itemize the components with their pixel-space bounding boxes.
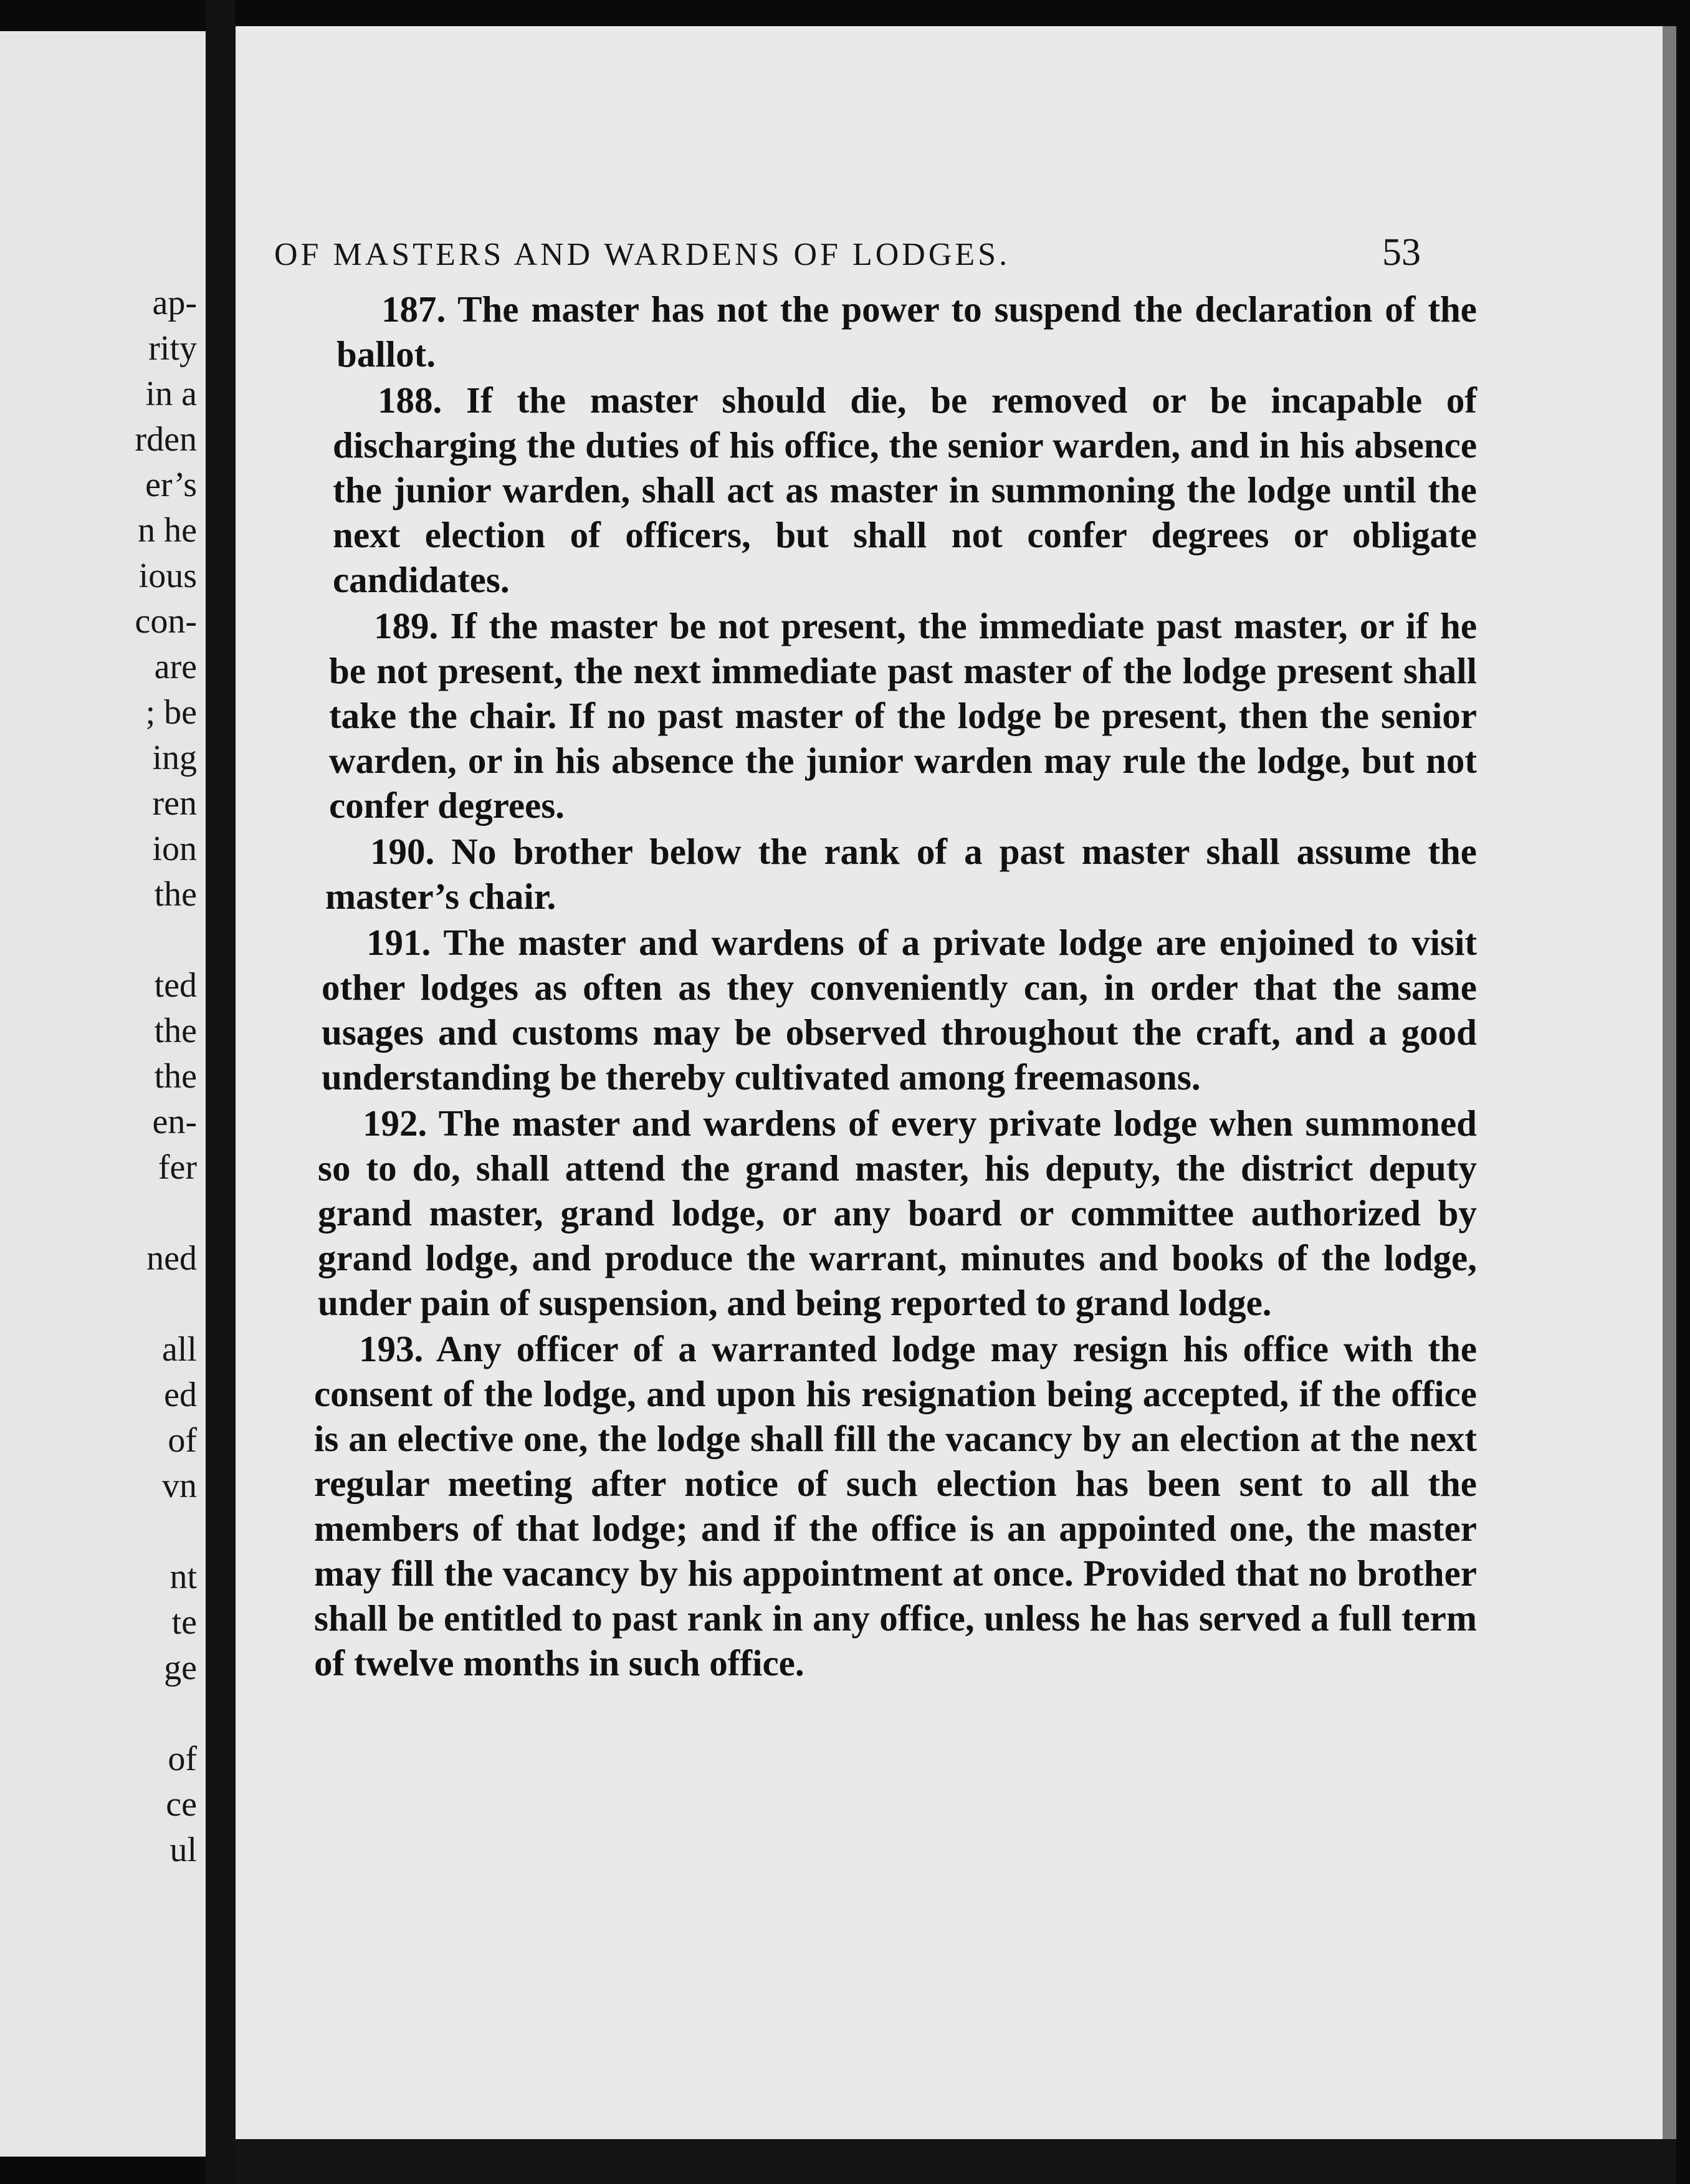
previous-page-line: the — [154, 1057, 197, 1096]
previous-page-line: ce — [166, 1785, 197, 1824]
previous-page-line: rity — [148, 329, 197, 368]
paragraph-number: 193. — [359, 1328, 424, 1369]
previous-page-line: ren — [152, 784, 197, 823]
previous-page-line: te — [171, 1603, 197, 1642]
previous-page-line: ing — [152, 739, 197, 777]
paragraph — [318, 1101, 1477, 1325]
paragraph — [333, 378, 1477, 602]
previous-page-line: ed — [164, 1376, 197, 1414]
previous-page-line: fer — [158, 1148, 197, 1187]
previous-page-line: n he — [138, 511, 197, 550]
paragraph — [329, 603, 1477, 828]
previous-page-line: nt — [169, 1558, 197, 1596]
book-gutter — [206, 0, 236, 2184]
paragraph-text: If the master should die, be removed or be incapable of discharging the duties of his office, the senior warden, and in his absence the junior warden, shall act as master in summoning the lodge until the next election of officers, but shall not confer degrees or obligate candidates. — [333, 380, 1478, 600]
paragraph-number: 187. — [381, 289, 446, 330]
page-number: 53 — [1382, 231, 1421, 274]
paragraph-text: Any officer of a warranted lodge may resign his office with the consent of the lodge, and upon his resignation being accepted, if the office is an elective one, the lodge shall fill the vacancy by an election at the next regular meeting after notice of such election has been sent to all the members of that lodge; and if the office is an appointed one, the master may fill the vacancy by his appointment at once. Provided that no brother shall be entitled to past rank in any office, unless he has served a full term of twelve months in such office. — [314, 1328, 1478, 1684]
previous-page-line: ap- — [152, 284, 197, 322]
previous-page-line: in a — [145, 375, 197, 413]
previous-page-line — [0, 1281, 197, 1327]
paragraph-number: 188. — [378, 380, 442, 421]
paragraph — [322, 920, 1477, 1099]
previous-page-line — [0, 1509, 197, 1554]
previous-page-line: the — [154, 875, 197, 914]
previous-page-line — [0, 917, 197, 963]
previous-page-line: ion — [152, 830, 197, 868]
previous-page-line: are — [154, 648, 197, 686]
paragraph — [314, 1326, 1477, 1685]
paragraph-text: No brother below the rank of a past master shall assume the master’s chair. — [325, 831, 1477, 917]
previous-page-text — [0, 280, 197, 1873]
previous-page-line — [0, 1691, 197, 1736]
previous-page-line: of — [168, 1421, 197, 1460]
paragraph — [325, 829, 1477, 919]
previous-page-line: ned — [146, 1239, 197, 1278]
previous-page-line: ious — [138, 557, 197, 595]
previous-page-line — [0, 1190, 197, 1236]
previous-page-line: ul — [169, 1831, 197, 1869]
running-head — [274, 231, 1421, 275]
paragraph-text: The master and wardens of every private lodge when summoned so to do, shall attend the grand master, his deputy, the district deputy grand master, grand lodge, or any board or committee authorized by grand lodge, and produce the warrant, minutes and books of the lodge, under pain of suspension, and being reported to grand lodge. — [318, 1103, 1477, 1323]
paragraph — [337, 287, 1477, 376]
paragraph-text: The master and wardens of a private lodge are enjoined to visit other lodges as often as they conveniently can, in order that the same usages and customs may be observed throughout the craft, and a good understanding be thereby cultivated among freemasons. — [322, 922, 1478, 1098]
paragraph-text: If the master be not present, the immediate past master, or if he be not present, the next immediate past master of the lodge present shall take the chair. If no past master of the lodge be present, then the senior warden, or in his absence the junior warden may rule the lodge, but not confer degrees. — [329, 605, 1478, 826]
paragraph-number: 190. — [370, 831, 435, 872]
page-body — [314, 287, 1478, 1687]
running-head-title: OF MASTERS AND WARDENS OF LODGES. — [274, 237, 1011, 272]
paragraph-number: 189. — [374, 605, 439, 646]
previous-page-line: of — [168, 1740, 197, 1778]
previous-page-line: ge — [164, 1649, 197, 1687]
previous-page-line: ; be — [145, 693, 197, 732]
previous-page-line: all — [162, 1330, 197, 1369]
previous-page-line: en- — [152, 1103, 197, 1141]
paragraph-number: 191. — [366, 922, 431, 963]
previous-page-line: vn — [162, 1467, 197, 1505]
previous-page-line: ted — [154, 966, 197, 1005]
previous-page-line: er’s — [145, 466, 197, 504]
previous-page-line: the — [154, 1012, 197, 1050]
previous-page-line: con- — [135, 602, 197, 641]
paragraph-text: The master has not the power to suspend the declaration of the ballot. — [337, 289, 1477, 375]
previous-page-line: rden — [135, 420, 197, 459]
page-edge-shadow — [236, 2139, 1676, 2184]
previous-page-fragment — [0, 31, 206, 2157]
paragraph-number: 192. — [363, 1103, 427, 1144]
